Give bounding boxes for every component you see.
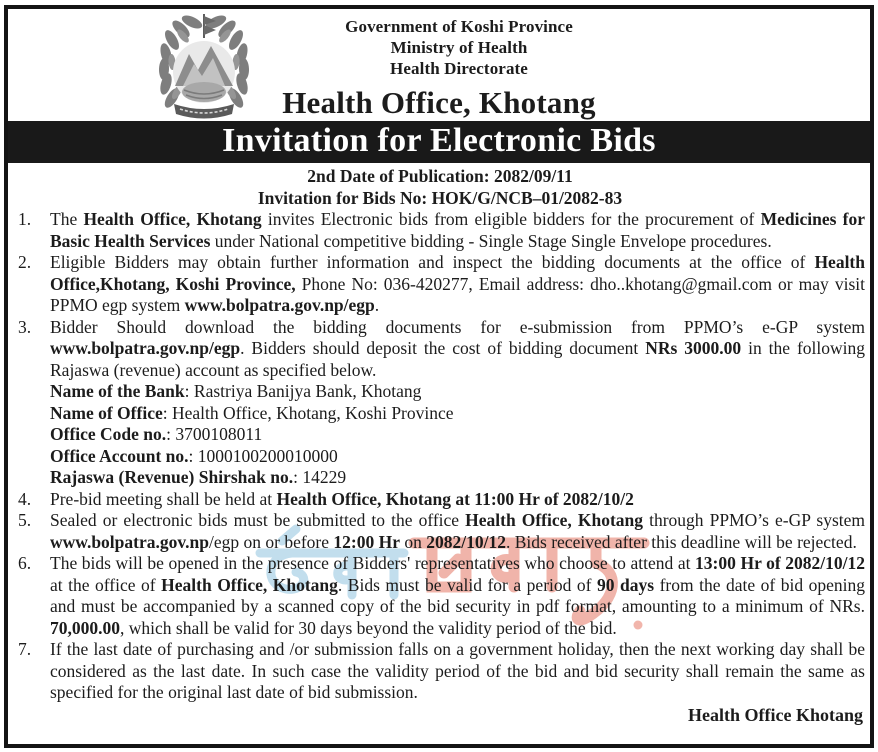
signature: Health Office Khotang [688,704,863,725]
directorate-line: Health Directorate [390,59,528,78]
bank-detail-line: Rajaswa (Revenue) Shirshak no.: 14229 [50,467,347,487]
item-number: 6. [18,553,32,573]
item-number: 4. [18,488,32,509]
notice-item-7 [15,639,865,704]
bank-detail-line: Name of Office: Health Office, Khotang, Koshi Province [50,402,454,423]
item-text: Sealed or electronic bids must be submitted to the office Health Office, Khotang through PPMO’s e-GP system www.bolpatra.gov.np/egp on or before 12:00 Hr on 2082/10/12. Bids received after this deadline will be rejected. [50,510,865,552]
notice-title: Invitation for Electronic Bids [222,121,656,159]
government-line: Government of Koshi Province [345,17,573,36]
item-number: 1. [18,209,32,229]
item-number: 2. [18,252,32,272]
nepal-government-emblem-icon [150,12,258,124]
notice-item-2 [15,252,865,317]
bank-detail-line: Office Code no.: 3700108011 [50,424,263,444]
bank-detail-line: Office Account no.: 1000100200010000 [50,445,338,466]
office-title: Health Office, Khotang [282,85,596,120]
notice-item-1 [15,209,865,252]
document-page [4,5,874,748]
notice-item-4 [15,489,865,511]
notice-item-6 [15,553,865,639]
item-text: Bidder Should download the bidding documents for e-submission from PPMO’s e-GP system www.bolpatra.gov.np/egp. Bidders should deposit the cost of bidding document NRs 3000.00 in the following Rajaswa (revenue) account as specified below. [50,316,866,380]
bank-detail-line: Name of the Bank: Rastriya Banijya Bank, Khotang [50,381,422,401]
notice-body [8,163,870,726]
publication-date-line: 2nd Date of Publication: 2082/09/11 [307,166,573,186]
notice-item-3 [15,317,865,489]
item-text: Eligible Bidders may obtain further information and inspect the bidding documents at the office of Health Office,Khotang, Koshi Province, Phone No: 036-420277, Email address: dho..khotang@gmail.com or may visit PPMO egp system www.bolpatra.gov.np/egp. [50,252,865,315]
ministry-line: Ministry of Health [390,38,528,57]
item-number: 5. [18,510,32,530]
notice-title-banner [8,121,870,163]
notice-list [15,209,865,704]
item-text: Pre-bid meeting shall be held at Health Office, Khotang at 11:00 Hr of 2082/10/2 [50,488,634,509]
letterhead [8,9,870,121]
notice-item-5 [15,510,865,553]
item-number: 7. [18,639,32,659]
item-text: If the last date of purchasing and /or submission falls on a government holiday, then the next working day shall be considered as the last date. In such case the validity period of the bid and bid security shall remain the same as specified for the original last date of bid submission. [50,639,865,702]
bid-number-line: Invitation for Bids No: HOK/G/NCB–01/2082-83 [257,187,623,208]
item-text: The Health Office, Khotang invites Electronic bids from eligible bidders for the procurement of Medicines for Basic Health Services under National competitive bidding - Single Stage Single Envelope procedures. [50,209,865,251]
item-text: The bids will be opened in the presence of Bidders' representatives who choose to attend at 13:00 Hr of 2082/10/12 at the office of Health Office, Khotang. Bids must be valid for a period of 90 days from the date of bid opening and must be accompanied by a scanned copy of the bid security in pdf format, amounting to a minimum of NRs. 70,000.00, which shall be valid for 30 days beyond the validity period of the bid. [50,553,865,638]
item-number: 3. [18,316,32,337]
